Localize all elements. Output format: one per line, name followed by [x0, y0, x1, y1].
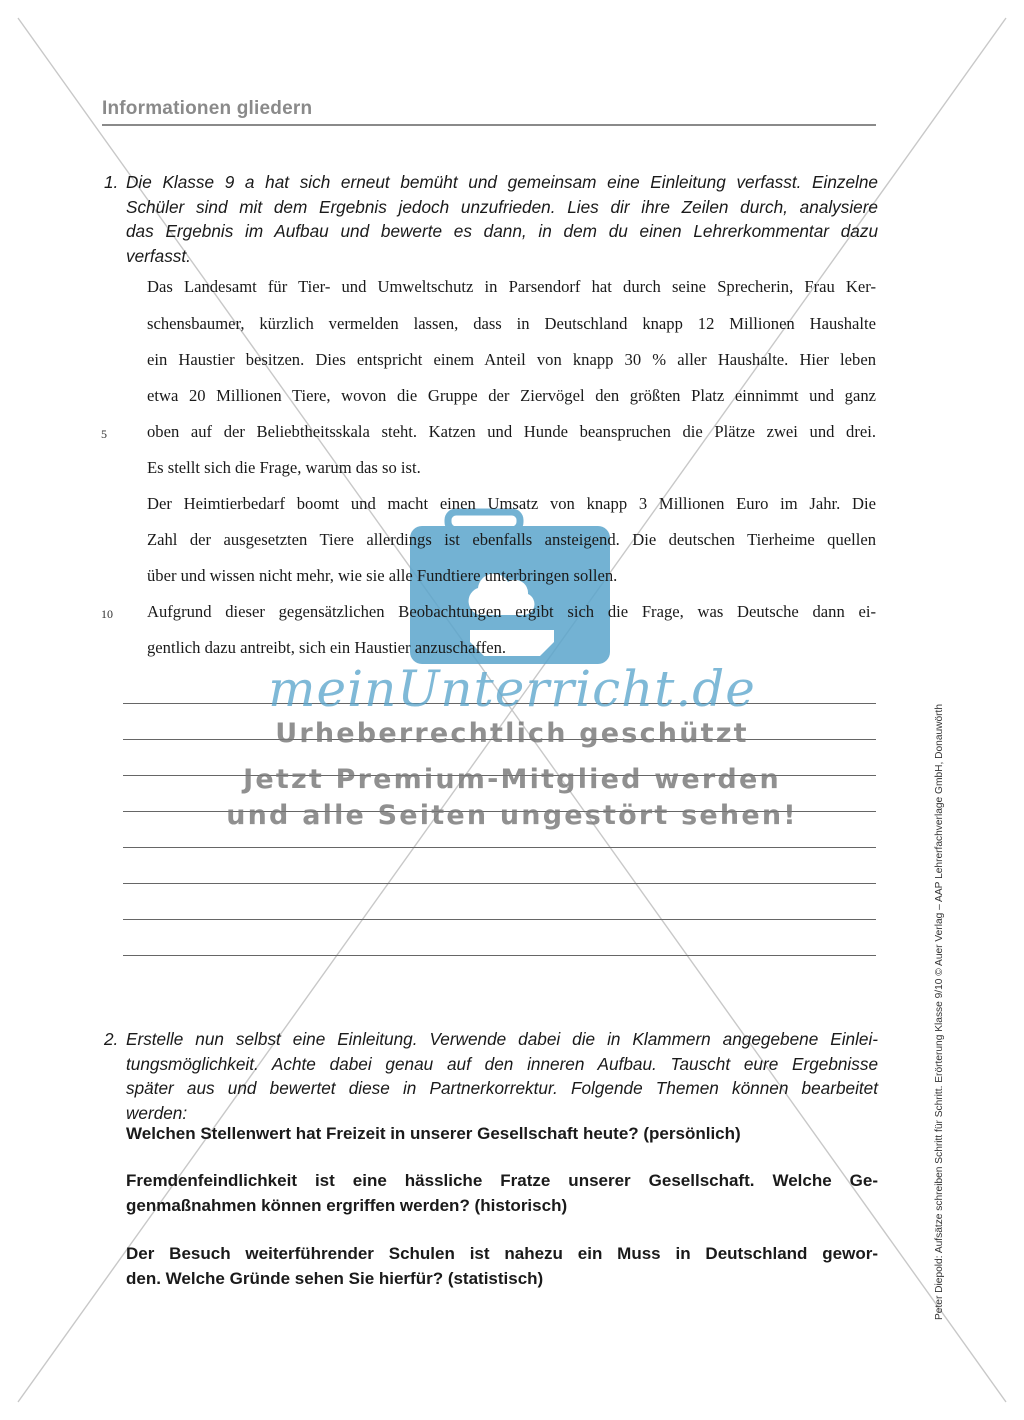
watermark-premium-text: Jetzt Premium-Mitglied werden [243, 764, 781, 795]
excerpt-line: Aufgrund dieser gegensätzlichen Beobachtungen ergibt sich die Frage, was Deutsche dann ei- [147, 602, 876, 621]
watermark-logo: meinUnterricht.de [268, 660, 756, 718]
excerpt-line: Der Heimtierbedarf boomt und macht einen Umsatz von knapp 3 Millionen Euro im Jahr. Die [147, 494, 876, 513]
excerpt-line: Zahl der ausgesetzten Tiere allerdings ist ebenfalls ansteigend. Die deutschen Tierheime quellen [147, 530, 876, 549]
excerpt-line: etwa 20 Millionen Tiere, wovon die Gruppe der Ziervögel den größten Platz einnimmt und ganz [147, 386, 876, 405]
task-2-line: werden: [126, 1102, 188, 1123]
topic-item [126, 1241, 878, 1291]
task-1-line: verfasst. [126, 245, 191, 266]
excerpt-line: ein Haustier besitzen. Dies entspricht einem Anteil von knapp 30 % aller Haushalte. Hier leben [147, 350, 876, 369]
topic-line: den. Welche Gründe sehen Sie hierfür? (statistisch) [126, 1269, 544, 1288]
excerpt-line: Es stellt sich die Frage, warum das so ist. [147, 458, 421, 477]
header-divider [102, 124, 876, 126]
task-2-number: 2. [104, 1029, 119, 1049]
topic-line: genmaßnahmen können ergriffen werden? (historisch) [126, 1196, 568, 1215]
task-1-line: das Ergebnis im Aufbau und bewerte es dann, in dem du einen Lehrerkommentar dazu [126, 221, 878, 241]
watermark-copyright-text: Urheberrechtlich geschützt [275, 718, 749, 749]
writing-line [123, 847, 876, 848]
task-1-line: Schüler sind mit dem Ergebnis jedoch unzufrieden. Lies dir ihre Zeilen durch, analysiere [126, 196, 878, 217]
task-2-line: Erstelle nun selbst eine Einleitung. Verwende dabei die in Klammern angegebene Einlei- [126, 1029, 878, 1049]
excerpt-line: Das Landesamt für Tier- und Umweltschutz in Parsendorf hat durch seine Sprecherin, Frau Ker- [147, 277, 876, 296]
task-2-instruction [126, 1027, 878, 1125]
task-1-number: 1. [104, 172, 119, 192]
task-2-line: später aus und bewertet diese in Partnerkorrektur. Folgende Themen können bearbeitet [126, 1078, 878, 1098]
page-title: Informationen gliedern [102, 98, 313, 119]
excerpt-line: oben auf der Beliebtheitsskala steht. Katzen und Hunde beanspruchen die Plätze zwei und drei. [147, 422, 876, 441]
watermark-premium-text: und alle Seiten ungestört sehen! [226, 800, 798, 831]
excerpt-line: schensbaumer, kürzlich vermelden lassen, dass in Deutschland knapp 12 Millionen Haushalte [147, 314, 876, 333]
topic-item [126, 1121, 878, 1146]
writing-line [123, 919, 876, 920]
line-number: 10 [101, 607, 113, 621]
topic-line: Fremdenfeindlichkeit ist eine hässliche Fratze unserer Gesellschaft. Welche Ge- [126, 1171, 878, 1190]
task-1-instruction [126, 170, 878, 268]
line-number: 5 [101, 427, 107, 441]
writing-line [123, 955, 876, 956]
task-1-line: Die Klasse 9 a hat sich erneut bemüht und gemeinsam eine Einleitung verfasst. Einzelne [126, 172, 878, 192]
copyright-sidebar: Peter Diepold: Aufsätze schreiben Schritt für Schritt. Erörterung Klasse 9/10 © Auer Verlag – AAP Lehrerfachverlage GmbH, Donauwörth [934, 703, 945, 1320]
writing-line [123, 883, 876, 884]
excerpt-line: gentlich dazu antreibt, sich ein Haustier anzuschaffen. [147, 638, 507, 657]
excerpt-line: über und wissen nicht mehr, wie sie alle Fundtiere unterbringen sollen. [147, 566, 618, 585]
topic-line: Der Besuch weiterführender Schulen ist nahezu ein Muss in Deutschland gewor- [126, 1244, 878, 1263]
topic-line: Welchen Stellenwert hat Freizeit in unserer Gesellschaft heute? (persönlich) [126, 1124, 741, 1143]
topic-item [126, 1168, 878, 1218]
task-2-line: tungsmöglichkeit. Achte dabei genau auf den inneren Aufbau. Tauscht eure Ergebnisse [126, 1053, 878, 1074]
